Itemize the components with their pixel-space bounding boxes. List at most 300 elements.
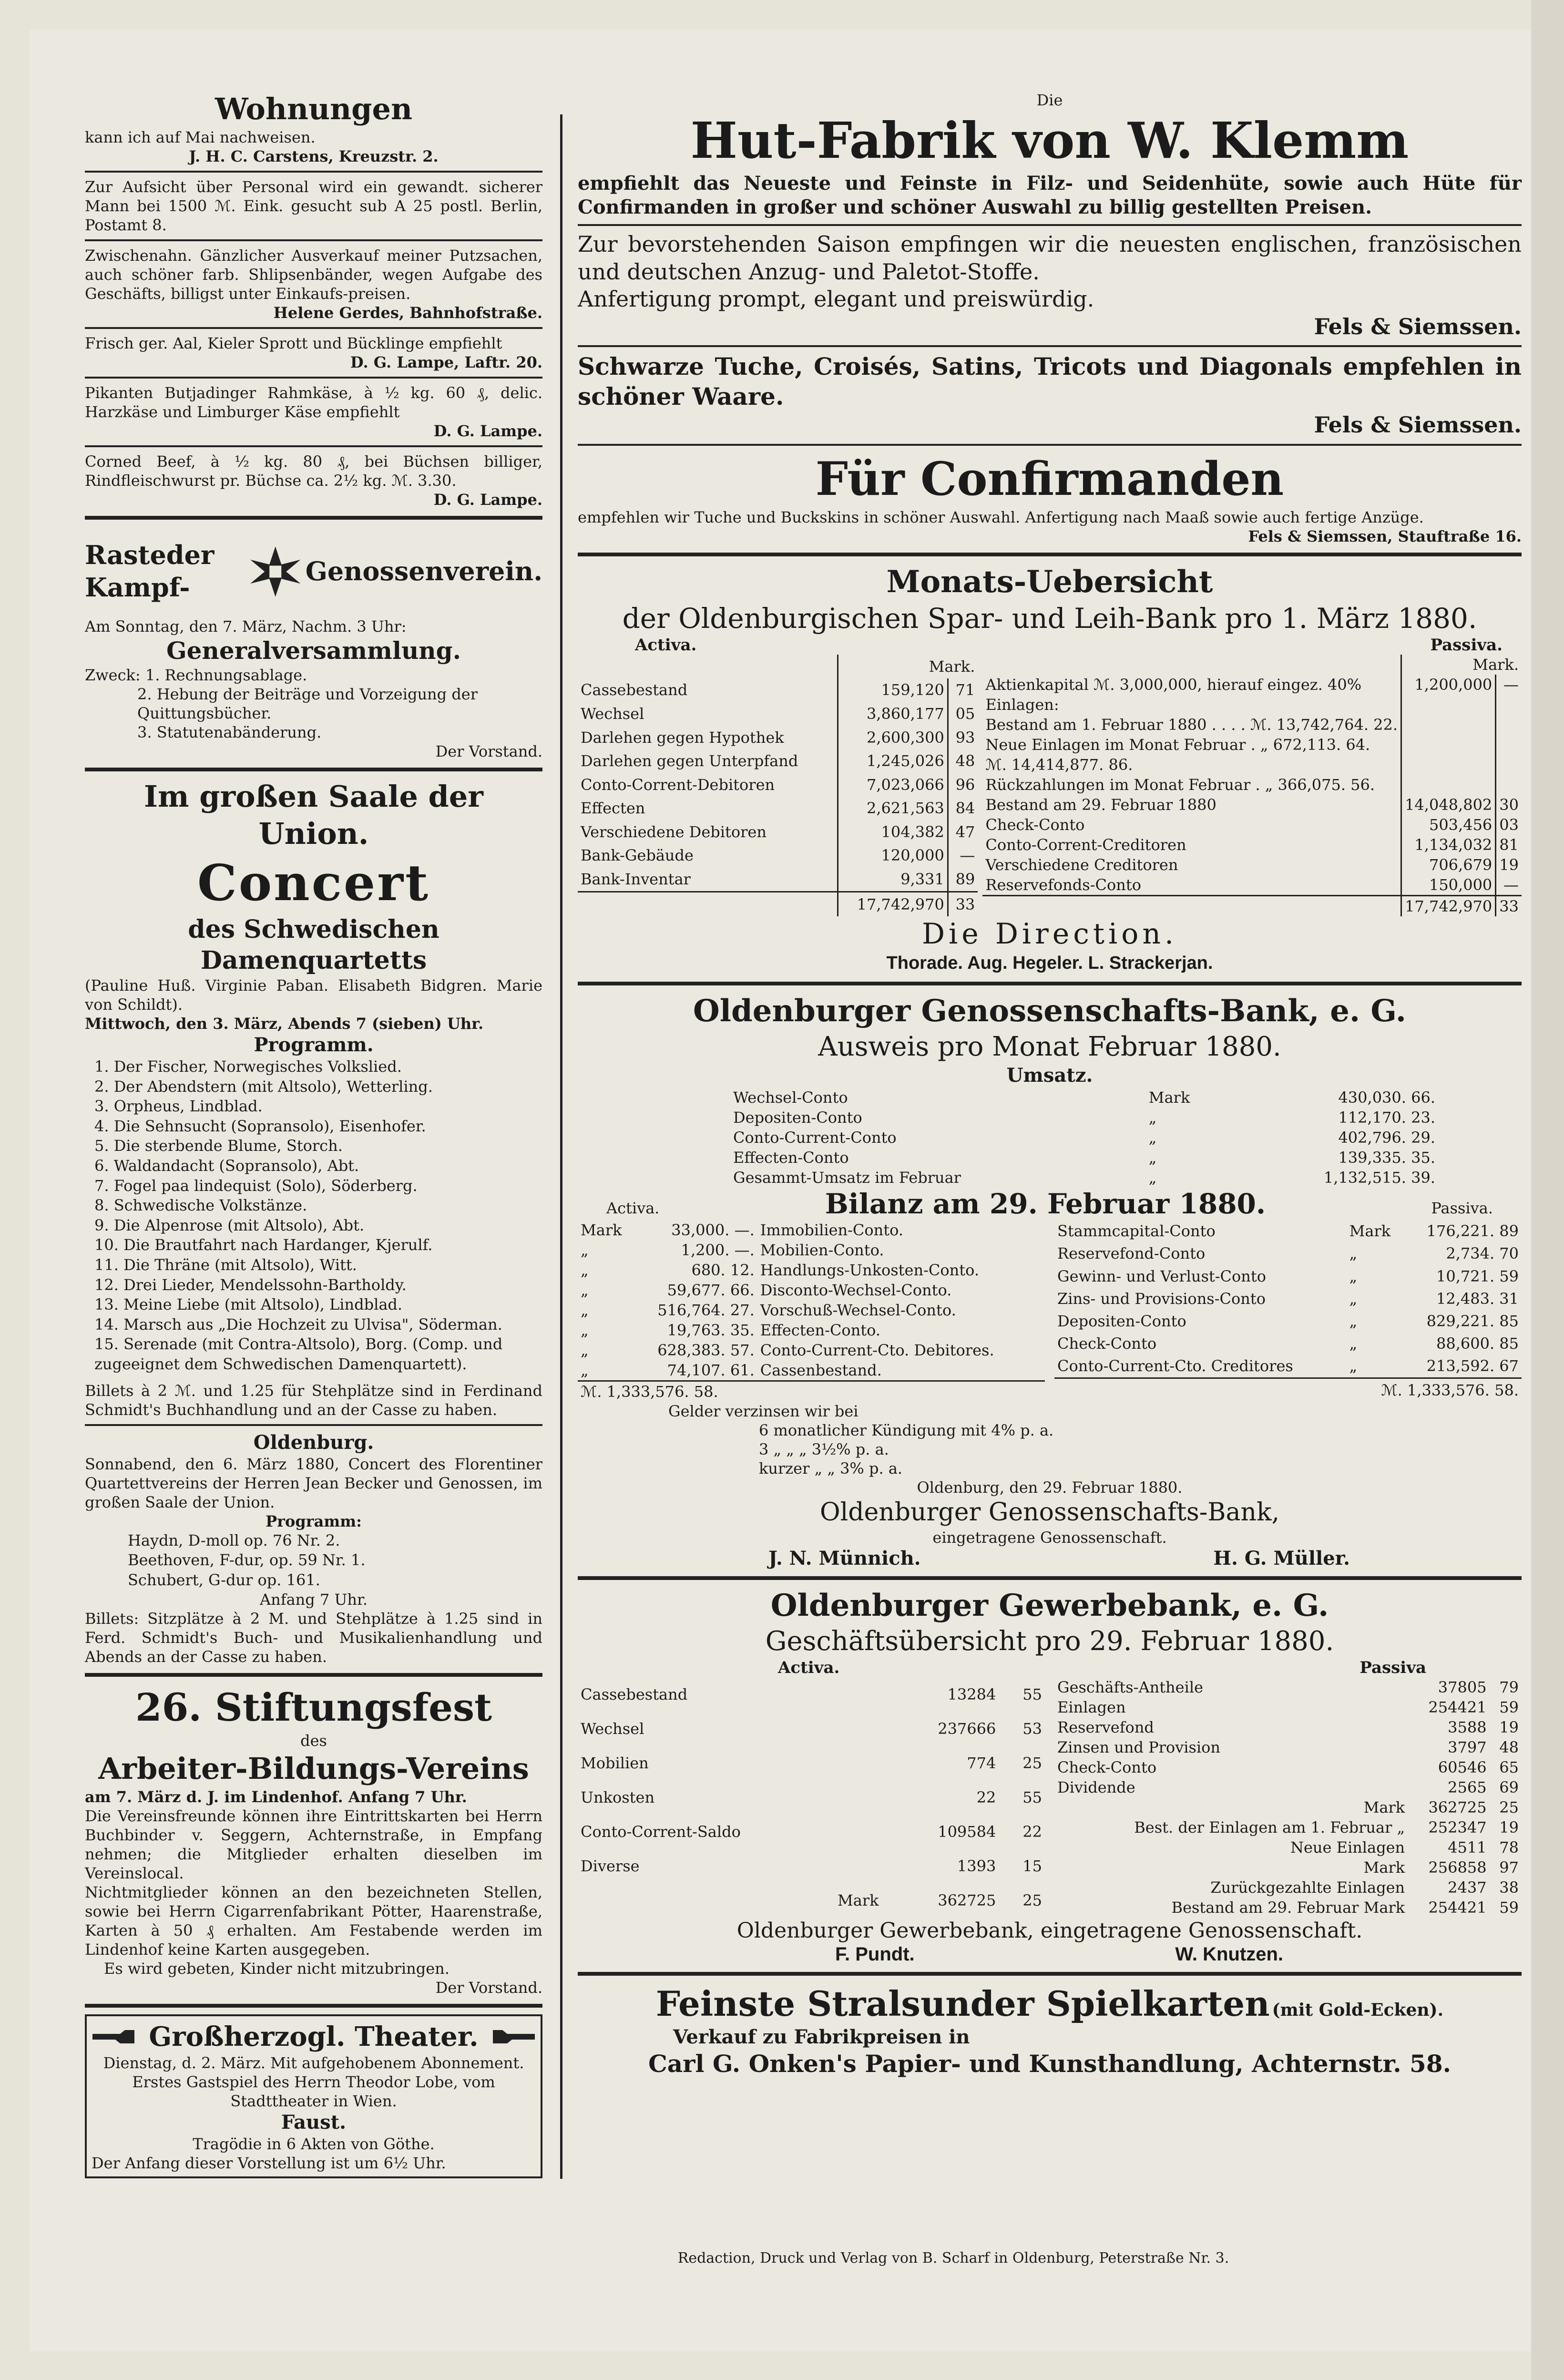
table-cell-mark: 9,331 xyxy=(838,867,948,892)
ad-text: Verkauf zu Fabrikpreisen in xyxy=(673,2025,970,2048)
table-cell-label: Neue Einlagen xyxy=(1290,1838,1405,1857)
table-cell-label: Verschiedene Debitoren xyxy=(581,822,767,841)
ad-concert xyxy=(85,778,542,1419)
list-item: 2. Der Abendstern (mit Altsolo), Wetterling. xyxy=(94,1077,433,1096)
table-cell-pf: 79 xyxy=(1499,1678,1519,1696)
ad-klemm xyxy=(578,91,1522,219)
rate-line: 6 monatlicher Kündigung mit 4% p. a. xyxy=(759,1421,1054,1439)
table-cell-label: Einlagen xyxy=(1057,1698,1126,1716)
ad-corned-beef xyxy=(85,452,542,509)
table-cell-label: Effecten xyxy=(581,799,645,818)
total-pf: 33 xyxy=(948,892,978,916)
right-column xyxy=(578,91,1522,2079)
table-cell-cur: „ xyxy=(581,1341,589,1359)
table-cell-label: Conto-Current-Cto. Creditores xyxy=(1057,1357,1293,1375)
ad-fels-tuche xyxy=(578,352,1522,439)
ad-date: Am Sonntag, den 7. März, Nachm. 3 Uhr: xyxy=(85,617,407,636)
report-subtitle: Geschäftsübersicht pro 29. Februar 1880. xyxy=(765,1625,1334,1657)
table-cell-label: Effecten-Conto. xyxy=(760,1321,881,1339)
table-row xyxy=(578,1677,1045,1712)
pointing-hand-icon xyxy=(488,2027,536,2046)
list-item: 4. Die Sehnsucht (Sopransolo), Eisenhofer. xyxy=(94,1117,426,1135)
table-row xyxy=(578,773,978,797)
table-row xyxy=(578,1320,1045,1340)
table-cell-pf: 30 xyxy=(1496,795,1522,815)
ad-title-suffix: (mit Gold-Ecken). xyxy=(1272,2000,1444,2020)
table-cell-mark: 503,456 xyxy=(1401,815,1496,835)
table-row xyxy=(730,1087,1438,1108)
table-cell-pf: 78 xyxy=(1499,1838,1519,1857)
umsatz-table xyxy=(730,1087,1438,1188)
table-cell-mark: 252347 xyxy=(1428,1818,1487,1836)
table-cell-mark xyxy=(1401,775,1496,795)
ad-text: empfehlen wir Tuche und Buckskins in schöner Auswahl. Anfertigung nach Maaß sowie auch fertige Anzüge. xyxy=(578,508,1424,526)
ad-text: Corned Beef, à ½ kg. 80 ₰, bei Büchsen billiger, Rindfleischwurst pr. Büchse ca. 2½ kg. ℳ. 3.30. xyxy=(85,452,542,490)
ad-title-right: Genossenverein. xyxy=(305,555,542,586)
list-item: 12. Drei Lieder, Mendelssohn-Bartholdy. xyxy=(94,1275,407,1294)
table-row xyxy=(1054,1837,1522,1857)
direction: Die Direction. xyxy=(921,917,1178,951)
signature: J. N. Münnich. xyxy=(768,1547,921,1570)
table-cell-mark: 4511 xyxy=(1448,1838,1487,1857)
table-cell-mark: 37805 xyxy=(1438,1678,1487,1696)
table-cell-label: Zins- und Provisions-Conto xyxy=(1057,1289,1266,1308)
ad-club: Arbeiter-Bildungs-Vereins xyxy=(98,1751,529,1786)
table-cell-mark: 13284 xyxy=(947,1685,996,1703)
page-margin xyxy=(1531,0,1564,2380)
table-cell-label: ℳ. 14,414,877. 86. xyxy=(985,756,1133,774)
ad-item: Zweck: 1. Rechnungsablage. xyxy=(85,666,307,684)
table-cell-label: Geschäfts-Antheile xyxy=(1057,1678,1203,1696)
list-item: 15. Serenade (mit Contra-Altsolo), Borg. (Comp. und zugeeignet dem Schwedischen Damenquartett). xyxy=(94,1335,503,1373)
table-cell-mark: 104,382 xyxy=(838,820,948,844)
table-cell-cur: „ xyxy=(1349,1267,1358,1285)
signature: W. Knutzen. xyxy=(1175,1943,1283,1965)
table-cell-mark: 159,120 xyxy=(838,678,948,702)
activa-header: Activa. xyxy=(606,1199,660,1217)
table-cell-pf: 48 xyxy=(1499,1738,1519,1756)
program-list xyxy=(85,1531,542,1590)
table-cell-cur: Mark xyxy=(581,1221,622,1239)
table-row xyxy=(730,1148,1438,1168)
table-cell-label: Bestand am 29. Februar Mark xyxy=(1171,1898,1405,1917)
ad-florentiner xyxy=(85,1431,542,1667)
list-item: Beethoven, F-dur, op. 59 Nr. 1. xyxy=(128,1551,366,1570)
ad-signature: Der Vorstand. xyxy=(435,742,542,760)
table-cell-val: 516,764. 27. xyxy=(657,1301,755,1319)
ad-text: Nichtmitglieder können an den bezeichneten Stellen, sowie bei Herrn Cigarrenfabrikant Pötter, Haarenstraße, Karten à 50 ₰ erhalten. Am Festabende werden im Lindenhof keine Karten ausgegeben. xyxy=(85,1883,542,1959)
table-cell-label: Zinsen und Provision xyxy=(1057,1738,1221,1756)
table-row xyxy=(578,1712,1045,1746)
table-cell-label: Verschiedene Creditoren xyxy=(985,856,1178,874)
table-cell-label: Neue Einlagen im Monat Februar . „ 672,113. 64. xyxy=(985,736,1370,754)
ad-title: Hut-Fabrik von W. Klemm xyxy=(690,111,1409,170)
ad-kampfgenossen xyxy=(85,526,542,761)
table-cell-pf: 71 xyxy=(948,678,978,702)
list-item: 9. Die Alpenrose (mit Altsolo), Abt. xyxy=(94,1216,365,1234)
report-subtitle: Ausweis pro Monat Februar 1880. xyxy=(818,1031,1281,1062)
ad-signature: Carl G. Onken's Papier- und Kunsthandlung, Achternstr. 58. xyxy=(648,2049,1452,2078)
table-cell-pf: 15 xyxy=(1022,1857,1042,1875)
passiva-table xyxy=(1054,1220,1522,1402)
umsatz-title: Umsatz. xyxy=(1006,1064,1093,1087)
program-title: Programm. xyxy=(254,1034,374,1056)
column-divider xyxy=(560,114,562,2179)
table-cell-label: Check-Conto xyxy=(985,816,1085,834)
table-cell-mark xyxy=(1401,715,1496,735)
table-row xyxy=(578,1280,1045,1300)
table-cell-label: Reservefond-Conto xyxy=(1057,1244,1206,1263)
table-cell-label: Depositen-Conto xyxy=(733,1108,862,1127)
table-row xyxy=(578,678,978,702)
iron-cross-icon xyxy=(245,526,305,617)
ad-wohnungen xyxy=(85,91,542,166)
report-title: Oldenburger Genossenschafts-Bank, e. G. xyxy=(693,993,1407,1029)
left-column xyxy=(85,91,542,2178)
list-item: Haydn, D-moll op. 76 Nr. 2. xyxy=(128,1531,340,1549)
ad-title-left: Rasteder Kampf- xyxy=(85,540,215,603)
table-row xyxy=(982,715,1522,735)
table-cell-mark: 774 xyxy=(967,1754,996,1772)
total-mark: 17,742,970 xyxy=(838,892,948,916)
table-row xyxy=(578,702,978,726)
ad-signature: Helene Gerdes, Bahnhofstraße. xyxy=(273,303,542,322)
table-cell-mark: 237666 xyxy=(938,1719,996,1738)
table-cell-mark: 7,023,066 xyxy=(838,773,948,797)
table-cell-cur: „ xyxy=(581,1301,589,1319)
table-cell-mark: 2565 xyxy=(1448,1778,1487,1796)
table-row xyxy=(730,1168,1438,1188)
table-cell-label: Immobilien-Conto. xyxy=(760,1221,903,1239)
table-cell-pf: 48 xyxy=(948,749,978,773)
ad-date: Dienstag, d. 2. März. Mit aufgehobenem Abonnement. xyxy=(103,2053,524,2072)
table-row xyxy=(578,796,978,820)
table-row xyxy=(1054,1777,1522,1797)
table-row xyxy=(982,695,1522,715)
table-row xyxy=(1054,1677,1522,1697)
table-row xyxy=(982,775,1522,795)
ad-title: 26. Stiftungsfest xyxy=(135,1685,492,1730)
table-cell-label: Darlehen gegen Hypothek xyxy=(581,728,784,747)
table-cell-cur: „ xyxy=(581,1261,589,1279)
table-cell-label: Bestand am 29. Februar 1880 xyxy=(985,796,1216,814)
pointing-hand-icon xyxy=(92,2027,139,2046)
ad-signature: D. G. Lampe, Laftr. 20. xyxy=(350,353,542,371)
table-cell-label: Darlehen gegen Unterpfand xyxy=(581,752,798,770)
table-cell-mark: 2,621,563 xyxy=(838,796,948,820)
total: ℳ. 1,333,576. 58. xyxy=(581,1382,718,1401)
table-row xyxy=(1054,1310,1522,1332)
ad-signature: Fels & Siemssen. xyxy=(1314,313,1522,339)
table-row xyxy=(1054,1757,1522,1777)
table-cell-label: Mark xyxy=(1363,1858,1405,1877)
mark-header: Mark. xyxy=(838,655,978,678)
table-row xyxy=(982,835,1522,855)
table-cell-cur: „ xyxy=(1148,1168,1157,1187)
passiva-header: Passiva xyxy=(1360,1658,1426,1677)
table-cell-mark: 150,000 xyxy=(1401,875,1496,896)
signature: H. G. Müller. xyxy=(1213,1547,1350,1570)
table-cell-pf: 93 xyxy=(948,726,978,749)
table-cell-label: Diverse xyxy=(581,1857,640,1875)
total-pf: 25 xyxy=(1499,1798,1519,1816)
table-row xyxy=(1054,1898,1522,1918)
total-mark: 17,742,970 xyxy=(1401,896,1496,917)
table-cell-mark: 109584 xyxy=(938,1822,996,1841)
total-mark: 362725 xyxy=(1428,1798,1487,1816)
list-item: 3. Orpheus, Lindblad. xyxy=(94,1097,263,1116)
table-row xyxy=(578,749,978,773)
ad-aal xyxy=(85,334,542,372)
table-cell-cur: „ xyxy=(581,1281,589,1299)
table-cell-pf: 69 xyxy=(1499,1778,1519,1796)
table-cell-cur: „ xyxy=(1148,1148,1157,1167)
ad-play: Faust. xyxy=(281,2111,347,2134)
table-row xyxy=(578,1360,1045,1381)
table-row xyxy=(1054,1817,1522,1837)
table-cell-cur: Mark xyxy=(1349,1222,1391,1241)
ad-names: (Pauline Huß. Virginie Paban. Elisabeth Bidgren. Marie von Schildt). xyxy=(85,976,542,1014)
table-cell-mark: 256858 xyxy=(1428,1858,1487,1877)
table-cell-mark: 1,134,032 xyxy=(1401,835,1496,855)
table-cell-pf xyxy=(1496,695,1522,715)
table-cell-label: Unkosten xyxy=(581,1788,655,1806)
ad-spielkarten xyxy=(578,1982,1522,2079)
ad-title: Für Confirmanden xyxy=(815,451,1284,506)
table-row xyxy=(578,867,978,892)
table-cell-pf: 47 xyxy=(948,820,978,844)
spar-bank-report xyxy=(578,563,1522,975)
ad-signature: Fels & Siemssen, Stauftraße 16. xyxy=(1248,527,1522,545)
table-cell-mark: 2,600,300 xyxy=(838,726,948,749)
list-item: 10. Die Brautfahrt nach Hardanger, Kjerulf. xyxy=(94,1236,433,1254)
report-title: Monats-Uebersicht xyxy=(886,564,1213,600)
table-cell-pf: 55 xyxy=(1022,1685,1042,1703)
activa-header: Activa. xyxy=(635,636,697,655)
table-cell-mark xyxy=(1401,755,1496,775)
table-row xyxy=(982,815,1522,835)
table-cell-val: 10,721. 59 xyxy=(1436,1267,1519,1285)
table-cell-cur: „ xyxy=(581,1321,589,1339)
table-cell-val: 213,592. 67 xyxy=(1426,1357,1519,1375)
table-cell-val: 88,600. 85 xyxy=(1436,1334,1519,1353)
table-cell-pf: 59 xyxy=(1499,1698,1519,1716)
passiva-header: Passiva. xyxy=(1430,636,1503,655)
table-cell-val: 19,763. 35. xyxy=(667,1321,755,1339)
total-pf: 33 xyxy=(1496,896,1522,917)
genossen-bank-report xyxy=(578,992,1522,1570)
table-cell-label: Gesammt-Umsatz im Februar xyxy=(733,1168,961,1187)
table-cell-cur: „ xyxy=(1349,1244,1358,1263)
table-row xyxy=(578,1849,1045,1883)
table-cell-pf: 19 xyxy=(1499,1718,1519,1736)
ad-item: 2. Hebung der Beiträge und Vorzeigung der Quittungsbücher. xyxy=(137,685,478,722)
total: ℳ. 1,333,576. 58. xyxy=(1381,1381,1519,1399)
table-cell-label: Reservefonds-Conto xyxy=(985,876,1141,894)
table-cell-pf: — xyxy=(948,844,978,868)
total-label: Mark xyxy=(837,1891,879,1909)
ad-zwischenahn xyxy=(85,246,542,322)
table-cell-mark: 1393 xyxy=(957,1857,996,1875)
report-place: Oldenburg, den 29. Februar 1880. xyxy=(917,1478,1183,1497)
ad-billets: Billets: Sitzplätze à 2 M. und Stehplätze à 1.25 sind in Ferd. Schmidt's Buch- und Musikalienhandlung und Abends an der Casse zu haben. xyxy=(85,1610,542,1666)
table-cell-label: Dividende xyxy=(1057,1778,1135,1796)
table-row xyxy=(578,1780,1045,1815)
ad-signature: J. H. C. Carstens, Kreuzstr. 2. xyxy=(189,147,439,165)
table-cell-cur: „ xyxy=(1349,1334,1358,1353)
list-item: 11. Die Thräne (mit Altsolo), Witt. xyxy=(94,1255,357,1274)
table-cell-label: Handlungs-Unkosten-Conto. xyxy=(760,1261,979,1279)
table-row xyxy=(982,755,1522,775)
ad-text: Die Vereinsfreunde können ihre Eintrittskarten bei Herrn Buchbinder v. Seggern, Achternstraße, in Empfang nehmen; die Mitglieder erhalten dieselben im Vereinslocal. xyxy=(85,1806,542,1882)
table-cell-pf: 55 xyxy=(1022,1788,1042,1806)
table-cell-mark: 2437 xyxy=(1448,1878,1487,1897)
table-cell-pf: 59 xyxy=(1499,1898,1519,1917)
table-cell-cur: „ xyxy=(1349,1312,1358,1330)
table-cell-pf xyxy=(1496,755,1522,775)
ad-signature: Fels & Siemssen. xyxy=(1314,412,1522,438)
table-cell-mark: 706,679 xyxy=(1401,855,1496,875)
table-cell-label: Vorschuß-Wechsel-Conto. xyxy=(760,1301,956,1319)
table-cell-val: 112,170. 23. xyxy=(1338,1108,1435,1127)
table-row xyxy=(578,820,978,844)
table-cell-val: 74,107. 61. xyxy=(667,1361,755,1379)
table-cell-pf: 53 xyxy=(1022,1719,1042,1738)
ad-date: Mittwoch, den 3. März, Abends 7 (sieben) Uhr. xyxy=(85,1015,484,1033)
table-cell-label: Conto-Current-Conto xyxy=(733,1128,897,1147)
ad-text: Frisch ger. Aal, Kieler Sprott und Bücklinge empfiehlt xyxy=(85,334,502,352)
list-item: Schubert, G-dur op. 161. xyxy=(128,1570,320,1589)
rate-line: Gelder verzinsen wir bei xyxy=(668,1402,859,1420)
ad-theater xyxy=(85,2014,542,2178)
ad-stiftungsfest xyxy=(85,1683,542,1997)
table-row xyxy=(1054,1333,1522,1355)
table-cell-mark xyxy=(1401,735,1496,755)
table-cell-pf: 84 xyxy=(948,796,978,820)
mark-header: Mark. xyxy=(1401,655,1522,675)
table-cell-label: Disconto-Wechsel-Conto. xyxy=(760,1281,952,1299)
ad-fels-stoffe xyxy=(578,231,1522,340)
table-cell-mark: 254421 xyxy=(1428,1698,1487,1716)
passiva-table xyxy=(1054,1677,1522,1918)
table-cell-pf xyxy=(1496,735,1522,755)
ad-aufsicht: Zur Aufsicht über Personal wird ein gewandt. sicherer Mann bei 1500 ℳ. Eink. gesucht sub A 25 postl. Berlin, Postamt 8. xyxy=(85,177,542,234)
table-row xyxy=(1054,1287,1522,1310)
table-cell-pf: 19 xyxy=(1499,1818,1519,1836)
table-row xyxy=(578,1240,1045,1260)
ad-start: Der Anfang dieser Vorstellung ist um 6½ Uhr. xyxy=(92,2154,446,2172)
list-item: 13. Meine Liebe (mit Altsolo), Lindblad. xyxy=(94,1295,403,1314)
total-mark: 362725 xyxy=(938,1891,996,1909)
activa-table xyxy=(578,1677,1045,1918)
ad-text: Anfertigung prompt, elegant und preiswürdig. xyxy=(578,286,1094,312)
list-item: 14. Marsch aus „Die Hochzeit zu Ulvisa", Söderman. xyxy=(94,1315,502,1334)
table-cell-label: Conto-Corrent-Saldo xyxy=(581,1822,741,1841)
ad-des: des xyxy=(300,1732,327,1750)
table-cell-cur: „ xyxy=(1148,1108,1157,1127)
interest-rates xyxy=(578,1402,1522,1478)
ad-confirmanden xyxy=(578,451,1522,546)
table-cell-mark: 3588 xyxy=(1448,1718,1487,1736)
table-row xyxy=(1054,1697,1522,1717)
table-cell-pf: 22 xyxy=(1022,1822,1042,1841)
table-cell-pf: 97 xyxy=(1499,1858,1519,1877)
ad-sub: des Schwedischen Damenquartetts xyxy=(188,915,440,975)
ad-city: Oldenburg. xyxy=(253,1431,374,1454)
list-item: 8. Schwedische Volkstänze. xyxy=(94,1196,307,1215)
table-row xyxy=(982,735,1522,755)
table-cell-label: Mobilien xyxy=(581,1754,649,1772)
table-row xyxy=(730,1108,1438,1128)
table-row xyxy=(982,875,1522,896)
table-cell-cur: „ xyxy=(1349,1289,1358,1308)
ad-die: Die xyxy=(1036,91,1063,109)
table-cell-pf: 19 xyxy=(1496,855,1522,875)
bilanz-title: Bilanz am 29. Februar 1880. xyxy=(825,1187,1266,1220)
table-cell-val: 628,383. 57. xyxy=(657,1341,755,1359)
table-cell-label: Bank-Inventar xyxy=(581,870,691,889)
table-cell-label: Wechsel xyxy=(581,704,644,723)
total-label: Mark xyxy=(1363,1798,1405,1816)
program-title: Programm: xyxy=(266,1512,362,1530)
table-cell-label: Depositen-Conto xyxy=(1057,1312,1186,1330)
table-cell-val: 2,734. 70 xyxy=(1446,1244,1519,1263)
table-cell-mark: 3,860,177 xyxy=(838,702,948,726)
activa-table xyxy=(578,1220,1045,1402)
ad-signature: D. G. Lampe. xyxy=(433,421,542,440)
table-row xyxy=(578,1746,1045,1780)
table-cell-label: Conto-Corrent-Debitoren xyxy=(581,775,775,794)
table-cell-pf: 38 xyxy=(1499,1878,1519,1897)
ad-title: Großherzogl. Theater. xyxy=(149,2021,479,2052)
ad-text: Zur bevorstehenden Saison empfingen wir die neuesten englischen, französischen und deutschen Anzug- und Paletot-Stoffe. xyxy=(578,231,1522,285)
table-row xyxy=(578,726,978,749)
list-item: 1. Der Fischer, Norwegisches Volkslied. xyxy=(94,1057,402,1076)
list-item: 5. Die sterbende Blume, Storch. xyxy=(94,1137,343,1155)
table-cell-val: 59,677. 66. xyxy=(667,1281,755,1299)
table-row xyxy=(1054,1242,1522,1265)
table-row xyxy=(578,1220,1045,1240)
table-cell-pf: 03 xyxy=(1496,815,1522,835)
table-cell-label: Check-Conto xyxy=(1057,1334,1157,1353)
table-cell-mark: 3797 xyxy=(1448,1738,1487,1756)
table-cell-pf xyxy=(1496,715,1522,735)
table-cell-label: Conto-Current-Cto. Debitores. xyxy=(760,1341,994,1359)
table-row xyxy=(982,675,1522,695)
table-cell-pf: 05 xyxy=(948,702,978,726)
ad-text: Schwarze Tuche, Croisés, Satins, Tricots und Diagonals empfehlen in schöner Waare. xyxy=(578,352,1522,410)
table-cell-pf: 25 xyxy=(1022,1754,1042,1772)
ad-text: Es wird gebeten, Kinder nicht mitzubringen. xyxy=(104,1959,450,1978)
ad-date: am 7. März d. J. im Lindenhof. Anfang 7 Uhr. xyxy=(85,1787,467,1806)
table-cell-label: Einlagen: xyxy=(985,696,1059,714)
ad-billets: Billets à 2 ℳ. und 1.25 für Stehplätze sind in Ferdinand Schmidt's Buchhandlung und an der Casse zu haben. xyxy=(85,1381,542,1419)
table-row xyxy=(1054,1877,1522,1898)
table-cell-pf: 96 xyxy=(948,773,978,797)
report-org-sub: eingetragene Genossenschaft. xyxy=(932,1528,1167,1547)
ad-item: 3. Statutenabänderung. xyxy=(137,723,322,741)
table-row xyxy=(1054,1717,1522,1737)
table-cell-label: Mobilien-Conto. xyxy=(760,1241,884,1259)
table-cell-val: 1,200. —. xyxy=(681,1241,755,1259)
table-row xyxy=(1054,1857,1522,1877)
table-cell-val: 402,796. 29. xyxy=(1338,1128,1435,1147)
table-cell-pf: 65 xyxy=(1499,1758,1519,1776)
table-cell-label: Zurückgezahlte Einlagen xyxy=(1210,1878,1405,1897)
table-cell-cur: „ xyxy=(1148,1128,1157,1147)
table-cell-label: Cassenbestand. xyxy=(760,1361,882,1379)
table-cell-label: Effecten-Conto xyxy=(733,1148,849,1167)
